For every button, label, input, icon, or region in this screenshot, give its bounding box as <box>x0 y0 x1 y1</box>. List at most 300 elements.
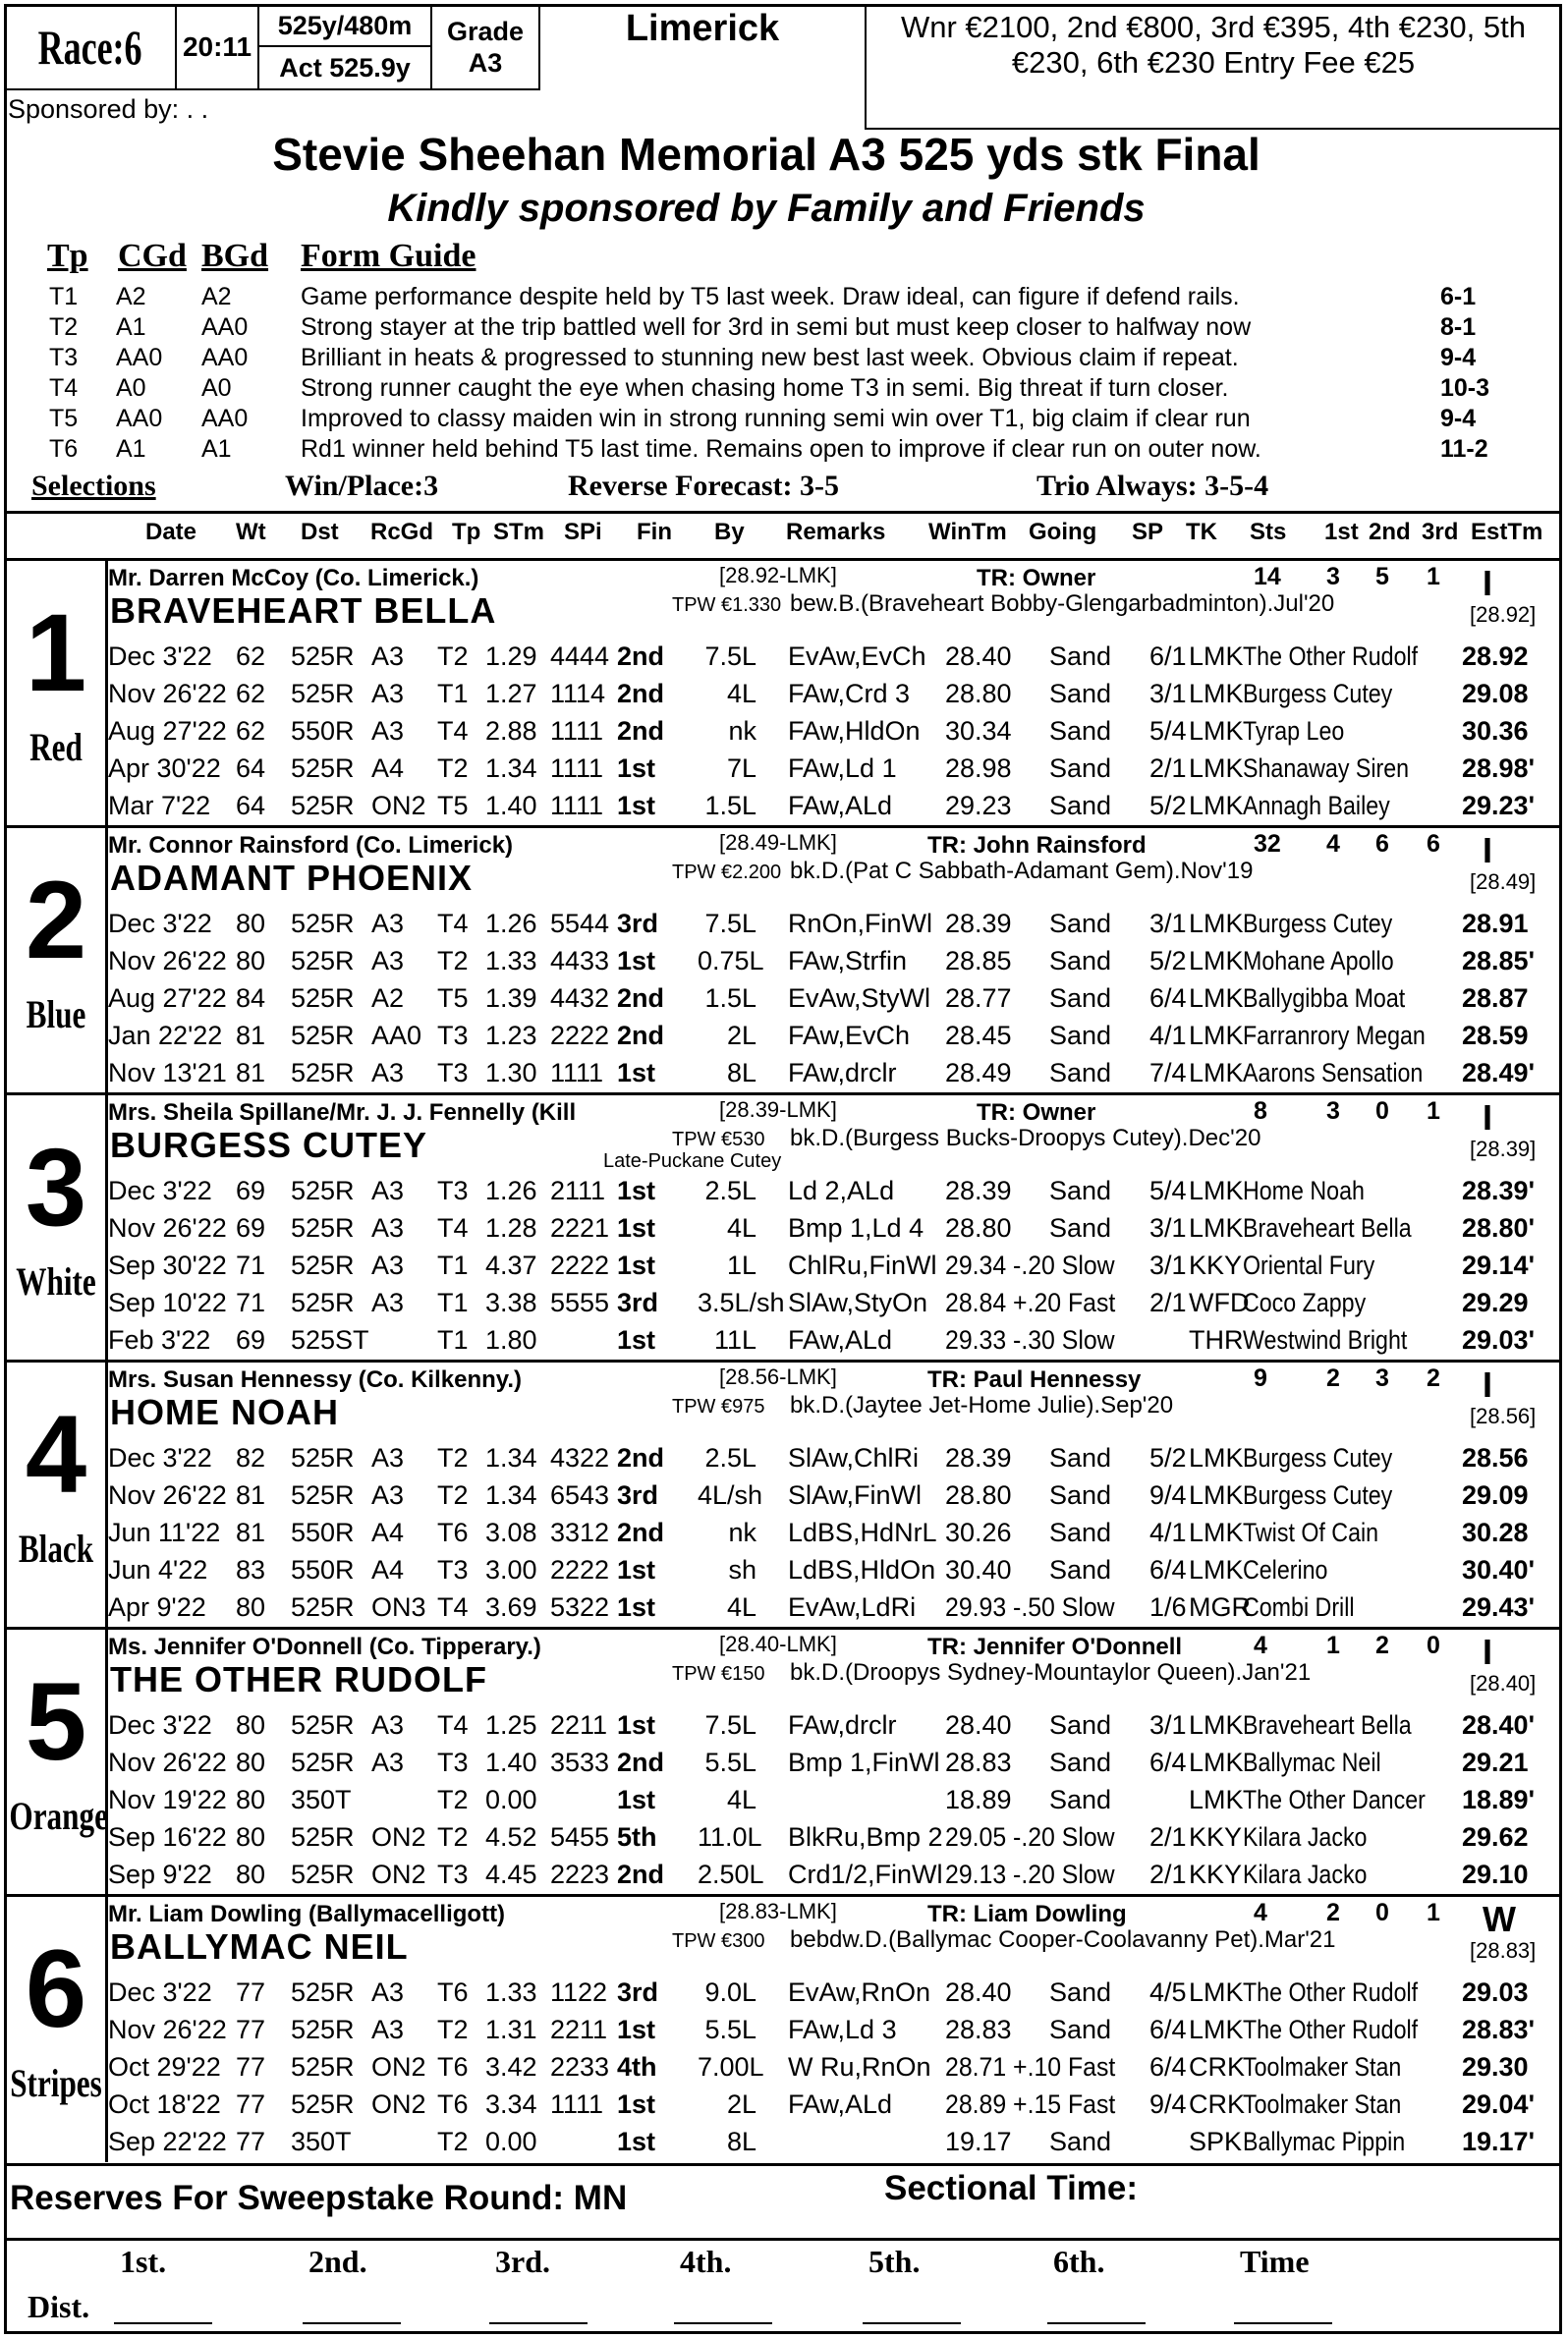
form-cell: A3 <box>371 679 405 708</box>
form-cell: 0.00 <box>485 1785 537 1814</box>
stat-count: 14 <box>1254 563 1281 590</box>
form-cell: 3rd <box>617 909 659 938</box>
form-cell: LMK <box>1189 1021 1244 1050</box>
form-cell: FAw,Ld 1 <box>788 753 897 783</box>
form-line <box>4 787 1562 824</box>
form-cell: 11L <box>713 1325 756 1355</box>
form-cell: 1st <box>617 1710 656 1740</box>
form-cell: Jun 11'22 <box>108 1518 221 1547</box>
tpw: TPW €1.330 <box>672 594 782 616</box>
form-cell: 30.40 <box>945 1555 1012 1585</box>
form-cell: Sand <box>1049 1213 1112 1243</box>
form-cell: A3 <box>371 716 405 746</box>
selections-label: Selections <box>31 470 156 502</box>
form-cell: T2 <box>437 753 469 783</box>
form-cell: 5555 <box>550 1288 610 1317</box>
form-cell: 2/1 <box>1149 753 1187 783</box>
form-cell: T2 <box>437 1443 469 1473</box>
breeding: bebdw.D.(Ballymac Cooper-Coolavanny Pet).Mar'21 <box>790 1926 1336 1953</box>
form-cell: MGR <box>1189 1592 1251 1622</box>
form-cell: FAw,Ld 3 <box>788 2015 897 2044</box>
bracket-time: [28.56] <box>1470 1404 1537 1428</box>
form-cell: FAw,Crd 3 <box>788 679 911 708</box>
form-mark: I <box>1483 1097 1493 1138</box>
form-cell: 2nd <box>617 716 665 746</box>
fg-odds: 10-3 <box>1440 374 1490 402</box>
form-cell: T1 <box>437 1325 469 1355</box>
form-cell: 29.04' <box>1462 2089 1535 2119</box>
form-line <box>4 1439 1562 1476</box>
form-cell: 1.40 <box>485 1748 537 1777</box>
form-cell: Sand <box>1049 641 1112 671</box>
column-header: Date <box>145 519 197 545</box>
form-cell: Braveheart Bella <box>1243 1213 1412 1243</box>
form-cell: Nov 13'21 <box>108 1058 227 1087</box>
form-cell: A3 <box>371 1443 405 1473</box>
form-cell: 525R <box>291 1592 355 1622</box>
form-cell: 2.88 <box>485 716 537 746</box>
dog-name: HOME NOAH <box>110 1392 339 1432</box>
form-cell: 525R <box>291 1443 355 1473</box>
form-cell: 19.17 <box>945 2127 1012 2156</box>
form-line <box>4 979 1562 1017</box>
form-cell: 1st <box>617 1592 656 1622</box>
form-cell: 525R <box>291 1822 355 1852</box>
fg-tp: T3 <box>49 344 79 371</box>
form-cell: 3/1 <box>1149 679 1187 708</box>
form-cell: 3/1 <box>1149 1710 1187 1740</box>
form-cell: Dec 3'22 <box>108 1443 212 1473</box>
form-cell: 1st <box>617 1251 656 1280</box>
form-line <box>4 2123 1562 2160</box>
form-cell: 5.5L <box>704 1748 756 1777</box>
form-cell: 525R <box>291 909 355 938</box>
column-header: STm <box>493 519 545 545</box>
form-cell: 3.42 <box>485 2052 537 2082</box>
form-cell: 1111 <box>550 716 604 746</box>
form-cell: Oriental Fury <box>1243 1251 1375 1280</box>
form-cell: Burgess Cutey <box>1243 1480 1393 1510</box>
form-cell: Sand <box>1049 2015 1112 2044</box>
form-cell: Sand <box>1049 753 1112 783</box>
form-line <box>4 1744 1562 1781</box>
form-cell: Nov 19'22 <box>108 1785 227 1814</box>
form-cell: 28.40 <box>945 641 1012 671</box>
stat-count: 3 <box>1375 1364 1389 1392</box>
entry-line[interactable] <box>303 2322 401 2324</box>
entry-line[interactable] <box>1234 2322 1332 2324</box>
form-cell: 30.36 <box>1462 716 1529 746</box>
trainer: TR: Owner <box>977 1099 1096 1126</box>
form-cell: 28.84 +.20 Fast <box>945 1288 1116 1317</box>
dog-name: ADAMANT PHOENIX <box>110 858 474 898</box>
form-cell: ON3 <box>371 1592 426 1622</box>
dog-name: BURGESS CUTEY <box>110 1125 428 1165</box>
form-cell: Nov 26'22 <box>108 1480 227 1510</box>
race-distance: 525y/480m <box>257 4 432 47</box>
form-cell: 1111 <box>550 1058 604 1087</box>
form-cell: 5/2 <box>1149 946 1187 975</box>
form-cell: A3 <box>371 1058 405 1087</box>
form-cell: 29.23' <box>1462 791 1535 820</box>
form-line <box>4 1706 1562 1744</box>
trap-colour: Stripes <box>10 2061 102 2105</box>
form-cell: The Other Rudolf <box>1243 1977 1419 2007</box>
form-line <box>4 1054 1562 1091</box>
form-cell: Sand <box>1049 909 1112 938</box>
form-cell: FAw,drclr <box>788 1058 897 1087</box>
reverse-forecast: Reverse Forecast: 3-5 <box>568 470 839 502</box>
form-cell: Home Noah <box>1243 1176 1365 1205</box>
form-cell: Sand <box>1049 946 1112 975</box>
reserves: Reserves For Sweepstake Round: MN <box>10 2179 628 2217</box>
form-cell: 4/5 <box>1149 1977 1187 2007</box>
form-cell: 7.5L <box>704 909 756 938</box>
form-line <box>4 905 1562 942</box>
form-cell: 29.03 <box>1462 1977 1529 2007</box>
form-cell: Braveheart Bella <box>1243 1710 1412 1740</box>
form-cell: LMK <box>1189 791 1244 820</box>
form-cell: 2.5L <box>704 1176 756 1205</box>
column-header: Tp <box>452 519 481 545</box>
fg-bgd: A2 <box>201 283 232 310</box>
form-cell: 71 <box>236 1288 266 1317</box>
form-cell: LMK <box>1189 1748 1244 1777</box>
form-cell: 550R <box>291 716 355 746</box>
form-cell: T3 <box>437 1021 469 1050</box>
form-cell: A3 <box>371 1288 405 1317</box>
form-cell: 28.85 <box>945 946 1012 975</box>
form-cell: 62 <box>236 641 266 671</box>
form-cell: 0.00 <box>485 2127 537 2156</box>
column-header: Wt <box>236 519 266 545</box>
trap-colour: Red <box>29 725 83 769</box>
form-cell: 62 <box>236 679 266 708</box>
column-header: 3rd <box>1422 519 1459 545</box>
dog-name: THE OTHER RUDOLF <box>110 1659 487 1699</box>
form-cell: The Other Dancer <box>1243 1785 1426 1814</box>
stat-count: 6 <box>1427 830 1440 858</box>
stat-count: 1 <box>1326 1632 1340 1659</box>
entry-line[interactable] <box>114 2322 212 2324</box>
form-cell: 1122 <box>550 1977 608 2007</box>
fg-comment: Game performance despite held by T5 last week. Draw ideal, can figure if defend rails. <box>301 283 1240 310</box>
form-cell: 77 <box>236 2015 266 2044</box>
column-headers <box>0 519 1568 552</box>
form-cell: 550R <box>291 1555 355 1585</box>
form-cell: 28.49' <box>1462 1058 1535 1087</box>
owner: Ms. Jennifer O'Donnell (Co. Tipperary.) <box>108 1634 541 1660</box>
form-cell: 4433 <box>550 946 610 975</box>
form-cell: T4 <box>437 716 469 746</box>
form-cell: T4 <box>437 1592 469 1622</box>
form-cell: 1st <box>617 2127 656 2156</box>
form-cell: Dec 3'22 <box>108 909 212 938</box>
form-cell: ChlRu,FinWl <box>788 1251 937 1280</box>
form-cell: 1.40 <box>485 791 537 820</box>
form-cell: Crd1/2,FinWl <box>788 1860 943 1889</box>
form-cell: T6 <box>437 2089 469 2119</box>
form-cell: 1.34 <box>485 753 537 783</box>
form-line <box>4 638 1562 675</box>
form-cell: Sand <box>1049 679 1112 708</box>
form-cell: W Ru,RnOn <box>788 2052 931 2082</box>
tpw: TPW €2.200 <box>672 862 782 883</box>
form-cell: Sep 16'22 <box>108 1822 227 1852</box>
form-cell: 7.00L <box>698 2052 764 2082</box>
form-cell: Oct 18'22 <box>108 2089 221 2119</box>
form-cell: KKY <box>1189 1860 1243 1889</box>
column-header: Dst <box>301 519 339 545</box>
form-cell: 1st <box>617 946 656 975</box>
form-cell: Sep 10'22 <box>108 1288 227 1317</box>
form-cell: 77 <box>236 1977 266 2007</box>
stat-count: 4 <box>1254 1632 1267 1659</box>
form-cell: 525R <box>291 946 355 975</box>
trio-always: Trio Always: 3-5-4 <box>1036 470 1269 502</box>
form-cell: A3 <box>371 1748 405 1777</box>
form-cell: 1st <box>617 1058 656 1087</box>
form-cell: 6/1 <box>1149 641 1187 671</box>
form-cell: Sand <box>1049 791 1112 820</box>
form-cell: 29.33 -.30 Slow <box>945 1325 1115 1355</box>
form-cell: 525R <box>291 1480 355 1510</box>
sponsored-by: Sponsored by: . . <box>8 94 209 124</box>
best-time: [28.49-LMK] <box>719 830 837 855</box>
fg-comment: Strong stayer at the trip battled well for 3rd in semi but must keep closer to halfway now <box>301 313 1252 341</box>
stat-count: 2 <box>1326 1364 1340 1392</box>
form-cell: LMK <box>1189 1785 1244 1814</box>
form-cell: 3.34 <box>485 2089 537 2119</box>
form-cell: Aarons Sensation <box>1243 1058 1424 1087</box>
trainer: TR: Paul Hennessy <box>927 1366 1142 1393</box>
form-cell: 4L/sh <box>698 1480 763 1510</box>
form-cell: Bmp 1,Ld 4 <box>788 1213 924 1243</box>
form-cell: 525R <box>291 1288 355 1317</box>
form-cell: 64 <box>236 753 266 783</box>
form-cell: A3 <box>371 909 405 938</box>
form-cell: FAw,ALd <box>788 791 893 820</box>
form-line <box>4 1172 1562 1209</box>
form-cell: 28.40 <box>945 1710 1012 1740</box>
form-cell: WFD <box>1189 1288 1250 1317</box>
form-cell: 6/4 <box>1149 983 1187 1013</box>
form-cell: 4322 <box>550 1443 610 1473</box>
form-cell: 2nd <box>617 679 665 708</box>
form-cell: 18.89 <box>945 1785 1012 1814</box>
form-cell: LMK <box>1189 983 1244 1013</box>
form-cell: 28.71 +.10 Fast <box>945 2052 1116 2082</box>
form-cell: 30.28 <box>1462 1518 1529 1547</box>
bracket-time: [28.40] <box>1470 1671 1537 1696</box>
form-cell: 4L <box>726 1785 756 1814</box>
stat-count: 0 <box>1427 1632 1440 1659</box>
form-cell: 2nd <box>617 1443 665 1473</box>
form-cell: RnOn,FinWl <box>788 909 933 938</box>
divider <box>4 2238 1562 2241</box>
form-cell: 81 <box>236 1021 266 1050</box>
form-cell: 80 <box>236 909 266 938</box>
form-cell: KKY <box>1189 1822 1243 1852</box>
form-line <box>4 712 1562 750</box>
form-cell: 2111 <box>550 1176 606 1205</box>
column-header: SP <box>1132 519 1164 545</box>
form-line <box>4 1284 1562 1321</box>
form-cell: 62 <box>236 716 266 746</box>
form-cell: 1111 <box>550 753 604 783</box>
form-line <box>4 1974 1562 2011</box>
form-cell: 525ST <box>291 1325 369 1355</box>
stat-count: 1 <box>1427 1899 1440 1926</box>
dist-label: Dist. <box>28 2289 90 2324</box>
form-cell: LMK <box>1189 1176 1244 1205</box>
form-cell: 7.5L <box>704 641 756 671</box>
breeding: bk.D.(Jaytee Jet-Home Julie).Sep'20 <box>790 1392 1174 1419</box>
form-cell: ON2 <box>371 1822 426 1852</box>
form-cell: A2 <box>371 983 405 1013</box>
fg-tp: T2 <box>49 313 79 341</box>
column-header: 1st <box>1324 519 1359 545</box>
form-cell: 2233 <box>550 2052 610 2082</box>
form-mark: I <box>1483 1364 1493 1405</box>
form-cell: 1111 <box>550 791 604 820</box>
fg-tp: T1 <box>49 283 79 310</box>
form-cell: 2.5L <box>704 1443 756 1473</box>
form-mark: I <box>1483 563 1493 603</box>
form-cell: Nov 26'22 <box>108 2015 227 2044</box>
form-cell: 30.40' <box>1462 1555 1535 1585</box>
race-time: 20:11 <box>175 4 259 90</box>
form-cell: Mar 7'22 <box>108 791 211 820</box>
form-cell: 525R <box>291 753 355 783</box>
form-cell: 29.05 -.20 Slow <box>945 1822 1115 1852</box>
form-cell: ON2 <box>371 791 426 820</box>
form-cell: 71 <box>236 1251 266 1280</box>
form-cell: nk <box>728 1518 756 1547</box>
form-cell: T6 <box>437 1518 469 1547</box>
form-cell: Jun 4'22 <box>108 1555 208 1585</box>
form-cell: T6 <box>437 1977 469 2007</box>
form-cell: 9/4 <box>1149 2089 1187 2119</box>
form-cell: 80 <box>236 1592 266 1622</box>
form-cell: Sep 30'22 <box>108 1251 227 1280</box>
form-cell: LMK <box>1189 1710 1244 1740</box>
form-cell: 77 <box>236 2127 266 2156</box>
trap-colour: White <box>16 1259 96 1304</box>
form-cell: 2L <box>726 1021 756 1050</box>
form-cell: FAw,HldOn <box>788 716 921 746</box>
form-cell: T4 <box>437 1213 469 1243</box>
stat-count: 1 <box>1427 1097 1440 1125</box>
fg-odds: 9-4 <box>1440 344 1477 371</box>
form-cell: LMK <box>1189 1443 1244 1473</box>
form-cell: 2/1 <box>1149 1860 1187 1889</box>
form-cell: 4.37 <box>485 1251 537 1280</box>
form-cell: 69 <box>236 1176 266 1205</box>
form-cell: Ld 2,ALd <box>788 1176 895 1205</box>
form-cell: LMK <box>1189 1480 1244 1510</box>
form-cell: LMK <box>1189 1977 1244 2007</box>
form-cell: 29.13 -.20 Slow <box>945 1860 1115 1889</box>
form-cell: Sand <box>1049 983 1112 1013</box>
form-cell: LMK <box>1189 641 1244 671</box>
column-header: 2nd <box>1369 519 1411 545</box>
form-line <box>4 1856 1562 1893</box>
form-cell: 350T <box>291 2127 352 2156</box>
form-cell: Oct 29'22 <box>108 2052 221 2082</box>
place-label: 5th. <box>868 2244 921 2279</box>
dog-entry <box>4 825 1562 1093</box>
form-cell: 80 <box>236 1785 266 1814</box>
form-cell: Toolmaker Stan <box>1243 2052 1402 2082</box>
trap-number: 5 <box>25 1660 87 1783</box>
form-cell: ON2 <box>371 2089 426 2119</box>
form-guide-tp-header: Tp <box>47 238 88 274</box>
entry-line[interactable] <box>674 2322 772 2324</box>
prize-money: Wnr €2100, 2nd €800, 3rd €395, 4th €230, 5th €230, 6th €230 Entry Fee €25 <box>865 4 1562 130</box>
trainer: TR: Jennifer O'Donnell <box>927 1634 1183 1660</box>
form-cell: 4.52 <box>485 1822 537 1852</box>
form-cell: 7L <box>726 753 756 783</box>
tpw: TPW €975 <box>672 1396 765 1418</box>
entry-line[interactable] <box>1047 2322 1146 2324</box>
tpw: TPW €150 <box>672 1663 765 1685</box>
form-cell: A4 <box>371 753 405 783</box>
form-cell: CRK <box>1189 2089 1246 2119</box>
fg-cgd: A1 <box>116 435 146 463</box>
form-cell: T2 <box>437 1480 469 1510</box>
form-cell: 80 <box>236 1822 266 1852</box>
form-cell: SPK <box>1189 2127 1243 2156</box>
form-line <box>4 1781 1562 1818</box>
form-cell: 9/4 <box>1149 1480 1187 1510</box>
form-cell: T5 <box>437 983 469 1013</box>
form-cell: A4 <box>371 1555 405 1585</box>
form-cell: 2221 <box>550 1213 610 1243</box>
column-header: Sts <box>1250 519 1287 545</box>
form-cell: 80 <box>236 946 266 975</box>
stat-count: 0 <box>1375 1097 1389 1125</box>
entry-line[interactable] <box>863 2322 961 2324</box>
form-cell: Aug 27'22 <box>108 716 227 746</box>
form-cell: Coco Zappy <box>1243 1288 1367 1317</box>
form-line <box>4 1818 1562 1856</box>
form-cell: A3 <box>371 1977 405 2007</box>
form-cell: T2 <box>437 946 469 975</box>
fg-odds: 8-1 <box>1440 313 1477 341</box>
form-cell: Sand <box>1049 1480 1112 1510</box>
form-cell: SlAw,ChlRi <box>788 1443 920 1473</box>
form-line <box>4 1247 1562 1284</box>
form-cell: 8L <box>726 1058 756 1087</box>
form-cell: 3.00 <box>485 1555 537 1585</box>
form-cell: 28.98' <box>1462 753 1535 783</box>
form-cell: 1L <box>726 1251 756 1280</box>
entry-line[interactable] <box>489 2322 588 2324</box>
form-cell: 525R <box>291 2015 355 2044</box>
form-cell: Kilara Jacko <box>1243 1860 1368 1889</box>
form-cell: 3/1 <box>1149 1213 1187 1243</box>
form-cell: FAw,drclr <box>788 1710 897 1740</box>
form-cell: A3 <box>371 1176 405 1205</box>
form-cell: FAw,ALd <box>788 1325 893 1355</box>
form-cell: 4L <box>726 679 756 708</box>
form-cell: 18.89' <box>1462 1785 1535 1814</box>
form-cell: 7.5L <box>704 1710 756 1740</box>
fg-odds: 11-2 <box>1440 435 1488 463</box>
form-cell: Westwind Bright <box>1243 1325 1408 1355</box>
form-cell: 1.33 <box>485 946 537 975</box>
